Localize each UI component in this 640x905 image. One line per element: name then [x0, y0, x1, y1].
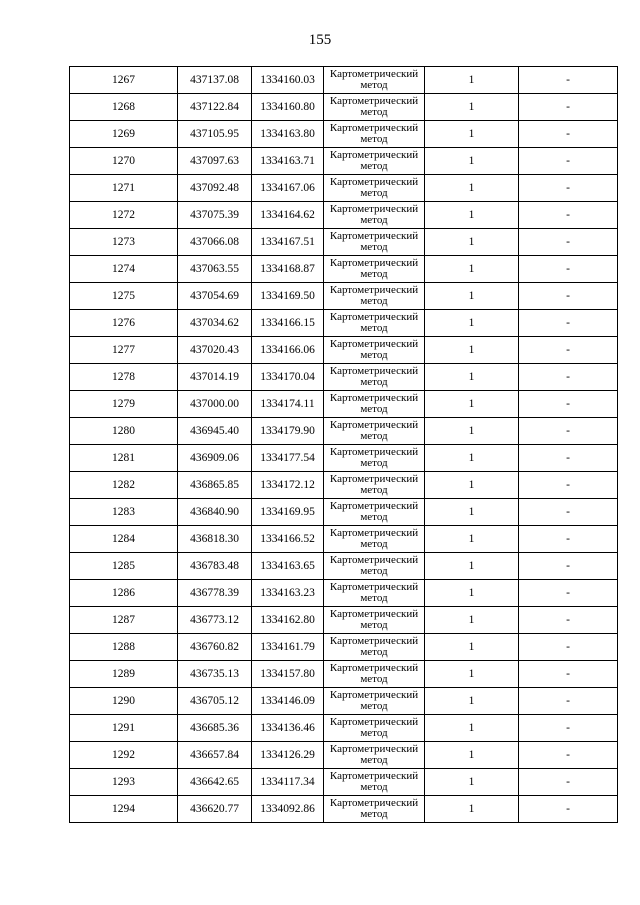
x-coordinate-cell: 436705.12 [178, 688, 252, 715]
method-line-1: Картометрический [329, 418, 419, 431]
point-number-cell: 1268 [70, 94, 178, 121]
method-line-2: метод [360, 403, 388, 415]
table-row [70, 553, 618, 580]
note-cell: - [519, 553, 618, 580]
y-coordinate-cell: 1334170.04 [252, 364, 324, 391]
x-coordinate-cell: 437066.08 [178, 229, 252, 256]
point-number-cell: 1288 [70, 634, 178, 661]
method-line-1: Картометрический [329, 94, 419, 107]
table-row [70, 688, 618, 715]
method-line-1: Картометрический [329, 499, 419, 512]
method-cell [324, 688, 425, 715]
x-coordinate-cell: 436657.84 [178, 742, 252, 769]
x-coordinate-cell: 436818.30 [178, 526, 252, 553]
method-line-1: Картометрический [329, 391, 419, 404]
y-coordinate-cell: 1334163.80 [252, 121, 324, 148]
accuracy-cell: 1 [425, 688, 519, 715]
x-coordinate-cell: 437000.00 [178, 391, 252, 418]
y-coordinate-cell: 1334166.06 [252, 337, 324, 364]
y-coordinate-cell: 1334166.15 [252, 310, 324, 337]
x-coordinate-cell: 437034.62 [178, 310, 252, 337]
y-coordinate-cell: 1334169.95 [252, 499, 324, 526]
note-cell: - [519, 67, 618, 94]
method-line-1: Картометрический [329, 445, 419, 458]
method-line-2: метод [360, 430, 388, 442]
accuracy-cell: 1 [425, 715, 519, 742]
method-cell [324, 121, 425, 148]
method-line-1: Картометрический [329, 256, 419, 269]
note-cell: - [519, 391, 618, 418]
method-line-2: метод [360, 133, 388, 145]
method-cell [324, 796, 425, 823]
x-coordinate-cell: 437122.84 [178, 94, 252, 121]
method-cell [324, 769, 425, 796]
point-number-cell: 1282 [70, 472, 178, 499]
note-cell: - [519, 418, 618, 445]
y-coordinate-cell: 1334169.50 [252, 283, 324, 310]
accuracy-cell: 1 [425, 742, 519, 769]
y-coordinate-cell: 1334166.52 [252, 526, 324, 553]
table-row [70, 526, 618, 553]
point-number-cell: 1280 [70, 418, 178, 445]
y-coordinate-cell: 1334177.54 [252, 445, 324, 472]
accuracy-cell: 1 [425, 634, 519, 661]
method-cell [324, 472, 425, 499]
x-coordinate-cell: 436778.39 [178, 580, 252, 607]
method-line-1: Картометрический [329, 742, 419, 755]
method-line-2: метод [360, 484, 388, 496]
method-line-2: метод [360, 295, 388, 307]
table-row [70, 148, 618, 175]
point-number-cell: 1271 [70, 175, 178, 202]
y-coordinate-cell: 1334136.46 [252, 715, 324, 742]
y-coordinate-cell: 1334163.23 [252, 580, 324, 607]
method-cell [324, 283, 425, 310]
table-row [70, 256, 618, 283]
accuracy-cell: 1 [425, 148, 519, 175]
method-line-2: метод [360, 700, 388, 712]
method-cell [324, 310, 425, 337]
note-cell: - [519, 256, 618, 283]
accuracy-cell: 1 [425, 256, 519, 283]
method-line-1: Картометрический [329, 337, 419, 350]
note-cell: - [519, 202, 618, 229]
method-cell [324, 94, 425, 121]
method-line-1: Картометрический [329, 310, 419, 323]
method-line-2: метод [360, 322, 388, 334]
method-cell [324, 229, 425, 256]
x-coordinate-cell: 437020.43 [178, 337, 252, 364]
method-cell [324, 526, 425, 553]
method-line-2: метод [360, 727, 388, 739]
accuracy-cell: 1 [425, 607, 519, 634]
note-cell: - [519, 337, 618, 364]
method-cell [324, 364, 425, 391]
x-coordinate-cell: 437075.39 [178, 202, 252, 229]
table-row [70, 94, 618, 121]
x-coordinate-cell: 437092.48 [178, 175, 252, 202]
point-number-cell: 1283 [70, 499, 178, 526]
table-row [70, 715, 618, 742]
method-cell [324, 634, 425, 661]
method-line-2: метод [360, 646, 388, 658]
y-coordinate-cell: 1334160.03 [252, 67, 324, 94]
note-cell: - [519, 148, 618, 175]
method-cell [324, 256, 425, 283]
table-row [70, 607, 618, 634]
table-row [70, 364, 618, 391]
x-coordinate-cell: 436760.82 [178, 634, 252, 661]
x-coordinate-cell: 437063.55 [178, 256, 252, 283]
note-cell: - [519, 634, 618, 661]
accuracy-cell: 1 [425, 175, 519, 202]
method-line-2: метод [360, 187, 388, 199]
point-number-cell: 1293 [70, 769, 178, 796]
point-number-cell: 1294 [70, 796, 178, 823]
y-coordinate-cell: 1334160.80 [252, 94, 324, 121]
y-coordinate-cell: 1334163.71 [252, 148, 324, 175]
accuracy-cell: 1 [425, 418, 519, 445]
note-cell: - [519, 283, 618, 310]
point-number-cell: 1284 [70, 526, 178, 553]
note-cell: - [519, 607, 618, 634]
y-coordinate-cell: 1334146.09 [252, 688, 324, 715]
x-coordinate-cell: 436685.36 [178, 715, 252, 742]
note-cell: - [519, 796, 618, 823]
method-cell [324, 202, 425, 229]
point-number-cell: 1275 [70, 283, 178, 310]
method-line-2: метод [360, 241, 388, 253]
method-line-2: метод [360, 457, 388, 469]
note-cell: - [519, 472, 618, 499]
y-coordinate-cell: 1334163.65 [252, 553, 324, 580]
x-coordinate-cell: 436735.13 [178, 661, 252, 688]
x-coordinate-cell: 436865.85 [178, 472, 252, 499]
note-cell: - [519, 175, 618, 202]
method-line-2: метод [360, 673, 388, 685]
method-line-1: Картометрический [329, 229, 419, 242]
method-line-2: метод [360, 160, 388, 172]
y-coordinate-cell: 1334092.86 [252, 796, 324, 823]
x-coordinate-cell: 436773.12 [178, 607, 252, 634]
table-row [70, 202, 618, 229]
method-line-1: Картометрический [329, 607, 419, 620]
x-coordinate-cell: 437014.19 [178, 364, 252, 391]
method-line-2: метод [360, 538, 388, 550]
x-coordinate-cell: 437054.69 [178, 283, 252, 310]
table-row [70, 337, 618, 364]
x-coordinate-cell: 436909.06 [178, 445, 252, 472]
table-row [70, 580, 618, 607]
point-number-cell: 1281 [70, 445, 178, 472]
method-cell [324, 67, 425, 94]
table-row [70, 229, 618, 256]
method-line-2: метод [360, 781, 388, 793]
x-coordinate-cell: 436945.40 [178, 418, 252, 445]
table-row [70, 769, 618, 796]
method-cell [324, 175, 425, 202]
method-cell [324, 148, 425, 175]
method-cell [324, 715, 425, 742]
y-coordinate-cell: 1334161.79 [252, 634, 324, 661]
method-line-1: Картометрический [329, 472, 419, 485]
method-cell [324, 580, 425, 607]
method-line-2: метод [360, 565, 388, 577]
note-cell: - [519, 580, 618, 607]
method-line-2: метод [360, 592, 388, 604]
method-cell [324, 445, 425, 472]
accuracy-cell: 1 [425, 67, 519, 94]
table-row [70, 121, 618, 148]
accuracy-cell: 1 [425, 661, 519, 688]
y-coordinate-cell: 1334157.80 [252, 661, 324, 688]
note-cell: - [519, 121, 618, 148]
method-line-2: метод [360, 808, 388, 820]
table-row [70, 283, 618, 310]
note-cell: - [519, 94, 618, 121]
y-coordinate-cell: 1334126.29 [252, 742, 324, 769]
table-row [70, 175, 618, 202]
method-line-1: Картометрический [329, 796, 419, 809]
table-row [70, 391, 618, 418]
table-row [70, 67, 618, 94]
method-cell [324, 391, 425, 418]
table-row [70, 418, 618, 445]
accuracy-cell: 1 [425, 445, 519, 472]
accuracy-cell: 1 [425, 364, 519, 391]
method-line-1: Картометрический [329, 67, 419, 80]
method-line-1: Картометрический [329, 121, 419, 134]
point-number-cell: 1269 [70, 121, 178, 148]
accuracy-cell: 1 [425, 769, 519, 796]
table-row [70, 634, 618, 661]
method-line-1: Картометрический [329, 661, 419, 674]
y-coordinate-cell: 1334162.80 [252, 607, 324, 634]
method-cell [324, 661, 425, 688]
method-line-1: Картометрический [329, 175, 419, 188]
accuracy-cell: 1 [425, 283, 519, 310]
point-number-cell: 1285 [70, 553, 178, 580]
table-row [70, 499, 618, 526]
accuracy-cell: 1 [425, 229, 519, 256]
note-cell: - [519, 229, 618, 256]
note-cell: - [519, 364, 618, 391]
x-coordinate-cell: 437097.63 [178, 148, 252, 175]
accuracy-cell: 1 [425, 580, 519, 607]
method-cell [324, 742, 425, 769]
method-cell [324, 499, 425, 526]
point-number-cell: 1267 [70, 67, 178, 94]
table-row [70, 742, 618, 769]
method-line-2: метод [360, 79, 388, 91]
method-line-2: метод [360, 376, 388, 388]
method-line-1: Картометрический [329, 634, 419, 647]
point-number-cell: 1279 [70, 391, 178, 418]
point-number-cell: 1278 [70, 364, 178, 391]
point-number-cell: 1273 [70, 229, 178, 256]
method-cell [324, 553, 425, 580]
y-coordinate-cell: 1334117.34 [252, 769, 324, 796]
y-coordinate-cell: 1334179.90 [252, 418, 324, 445]
x-coordinate-cell: 436840.90 [178, 499, 252, 526]
method-cell [324, 337, 425, 364]
method-line-2: метод [360, 214, 388, 226]
point-number-cell: 1292 [70, 742, 178, 769]
table-row [70, 310, 618, 337]
note-cell: - [519, 310, 618, 337]
accuracy-cell: 1 [425, 121, 519, 148]
y-coordinate-cell: 1334168.87 [252, 256, 324, 283]
method-line-1: Картометрический [329, 553, 419, 566]
coordinates-table [69, 66, 618, 823]
accuracy-cell: 1 [425, 499, 519, 526]
point-number-cell: 1270 [70, 148, 178, 175]
method-line-2: метод [360, 511, 388, 523]
note-cell: - [519, 499, 618, 526]
accuracy-cell: 1 [425, 337, 519, 364]
x-coordinate-cell: 436783.48 [178, 553, 252, 580]
method-line-1: Картометрический [329, 715, 419, 728]
note-cell: - [519, 526, 618, 553]
point-number-cell: 1277 [70, 337, 178, 364]
point-number-cell: 1290 [70, 688, 178, 715]
note-cell: - [519, 769, 618, 796]
accuracy-cell: 1 [425, 391, 519, 418]
x-coordinate-cell: 436620.77 [178, 796, 252, 823]
accuracy-cell: 1 [425, 526, 519, 553]
note-cell: - [519, 661, 618, 688]
point-number-cell: 1276 [70, 310, 178, 337]
method-line-1: Картометрический [329, 283, 419, 296]
y-coordinate-cell: 1334174.11 [252, 391, 324, 418]
note-cell: - [519, 688, 618, 715]
note-cell: - [519, 445, 618, 472]
accuracy-cell: 1 [425, 472, 519, 499]
page-number: 155 [308, 32, 332, 48]
y-coordinate-cell: 1334167.51 [252, 229, 324, 256]
accuracy-cell: 1 [425, 202, 519, 229]
note-cell: - [519, 742, 618, 769]
y-coordinate-cell: 1334164.62 [252, 202, 324, 229]
point-number-cell: 1291 [70, 715, 178, 742]
accuracy-cell: 1 [425, 553, 519, 580]
method-line-1: Картометрический [329, 769, 419, 782]
table-row [70, 472, 618, 499]
method-line-1: Картометрический [329, 202, 419, 215]
x-coordinate-cell: 436642.65 [178, 769, 252, 796]
point-number-cell: 1274 [70, 256, 178, 283]
method-line-1: Картометрический [329, 526, 419, 539]
method-line-1: Картометрический [329, 148, 419, 161]
accuracy-cell: 1 [425, 94, 519, 121]
method-line-2: метод [360, 268, 388, 280]
point-number-cell: 1289 [70, 661, 178, 688]
point-number-cell: 1286 [70, 580, 178, 607]
method-line-2: метод [360, 106, 388, 118]
accuracy-cell: 1 [425, 310, 519, 337]
point-number-cell: 1272 [70, 202, 178, 229]
point-number-cell: 1287 [70, 607, 178, 634]
method-line-1: Картометрический [329, 688, 419, 701]
table-row [70, 661, 618, 688]
x-coordinate-cell: 437137.08 [178, 67, 252, 94]
coordinates-table-body [70, 67, 618, 823]
method-cell [324, 607, 425, 634]
method-line-2: метод [360, 349, 388, 361]
method-line-1: Картометрический [329, 364, 419, 377]
y-coordinate-cell: 1334172.12 [252, 472, 324, 499]
method-line-2: метод [360, 754, 388, 766]
method-line-1: Картометрический [329, 580, 419, 593]
method-line-2: метод [360, 619, 388, 631]
y-coordinate-cell: 1334167.06 [252, 175, 324, 202]
note-cell: - [519, 715, 618, 742]
table-row [70, 796, 618, 823]
table-row [70, 445, 618, 472]
accuracy-cell: 1 [425, 796, 519, 823]
x-coordinate-cell: 437105.95 [178, 121, 252, 148]
method-cell [324, 418, 425, 445]
